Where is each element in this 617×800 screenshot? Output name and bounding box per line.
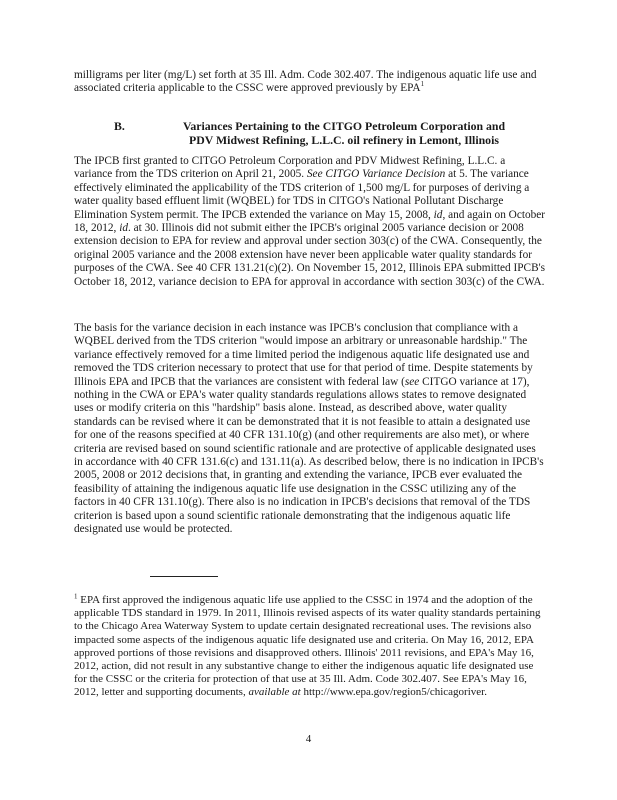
- paragraph-1-citation-c: id: [119, 222, 128, 235]
- page-number: 4: [305, 733, 312, 745]
- footnote-citation: available at: [248, 686, 301, 699]
- paragraph-1-citation-a: See CITGO Variance Decision: [306, 168, 446, 181]
- intro-text: milligrams per liter (mg/L) set forth at 35 Ill. Adm. Code 302.407. The indigenous aquatic life use and associated criteria applicable to the CSSC were approved previously by EPA: [74, 69, 537, 95]
- paragraph-2: [74, 322, 546, 537]
- section-title: Variances Pertaining to the CITGO Petroleum Corporation and PDV Midwest Refining, L.L.C. oil refinery in Lemont, Illinois: [182, 119, 506, 147]
- paragraph-1-text-b: at 5. The variance effectively eliminated the applicability of the TDS criterion of 1,500 mg/L for purposes of deriving a water quality based effluent limit (WQBEL) for TDS in CITGO's National Pollutant Discharge Elimination System permit. The IPCB extended the variance on May 15, 2008,: [74, 168, 530, 221]
- paragraph-1-text-c: , and again on October 18, 2012,: [74, 208, 546, 235]
- footnote-marker: 1: [74, 592, 78, 601]
- paragraph-1-citation-b: id: [433, 208, 443, 221]
- paragraph-2-text-b: CITGO variance at 17), nothing in the CWA or EPA's water quality standards regulations allows states to remove designated uses or modify criteria on this "hardship" basis alone. Instead, as described above, water quality standards can be revised where it can be demonstrated that it is not feasible to attain a designated use for one of the reasons specified at 40 CFR 131.10(g) (and other requirements are also met), or where criteria are revised based on sound scientific rationale and are protective of applicable designated uses in accordance with 40 CFR 131.6(c) and 131.11(a). As described below, there is no indication in IPCB's 2005, 2008 or 2012 decisions that, in granting and extending the variance, IPCB ever evaluated the feasibility of attaining the indigenous aquatic life use designation in the CSSC utilizing any of the factors in 40 CFR 131.10(g). There also is no indication in IPCB's decisions that removal of the TDS criterion is based upon a sound scientific rationale demonstrating that the indigenous aquatic life designated use would be protected.: [74, 375, 544, 536]
- paragraph-2-text-a: The basis for the variance decision in each instance was IPCB's conclusion that compliance with a WQBEL derived from the TDS criterion "would impose an arbitrary or unreasonable hardship." The variance effectively removed for a time limited period the indigenous aquatic life designated use and removed the TDS criterion necessary to protect that use for that period of time. Despite statements by Illinois EPA and IPCB that the variances are consistent with federal law (: [74, 322, 533, 388]
- footnote: [74, 583, 546, 711]
- paragraph-1: [74, 155, 546, 289]
- paragraph-1-text-d: . at 30. Illinois did not submit either the IPCB's original 2005 variance decision or 2008 extension decision to EPA for review and approval under section 303(c) of the CWA. Consequently, the original 2005 variance and the 2008 extension have never been applicable water quality standards for purposes of the CWA. See 40 CFR 131.21(c)(2). On November 15, 2012, Illinois EPA submitted IPCB's October 18, 2012, variance decision to EPA for approval in accordance with section 303(c) of the CWA.: [74, 222, 546, 288]
- paragraph-2-citation: see: [404, 375, 420, 388]
- footnote-ref[interactable]: 1: [420, 80, 425, 89]
- footnote-text-a: EPA first approved the indigenous aquatic life use applied to the CSSC in 1974 and the adoption of the applicable TDS standard in 1979. In 2011, Illinois revised aspects of its water quality standards pertaining to the Chicago Area Waterway System to update certain designated recreational uses. The revisions also impacted some aspects of the indigenous aquatic life designated use and criteria. On May 16, 2012, EPA approved portions of those revisions and disapproved others. Illinois' 2011 revisions, and EPA's May 16, 2012, action, did not result in any substantive change to either the indigenous aquatic life designated use for the CSSC or the criteria for protection of that use at 35 Ill. Adm. Code 302.407. See EPA's May 16, 2012, letter and supporting documents,: [74, 594, 541, 699]
- footnote-divider: [150, 576, 218, 577]
- footnote-link[interactable]: http://www.epa.gov/region5/chicagoriver.: [300, 686, 487, 699]
- paragraph-1-text-a: The IPCB first granted to CITGO Petroleum Corporation and PDV Midwest Refining, L.L.C. a variance from the TDS criterion on April 21, 2005.: [74, 155, 506, 181]
- intro-paragraph: [74, 69, 546, 96]
- section-number: B.: [114, 119, 125, 133]
